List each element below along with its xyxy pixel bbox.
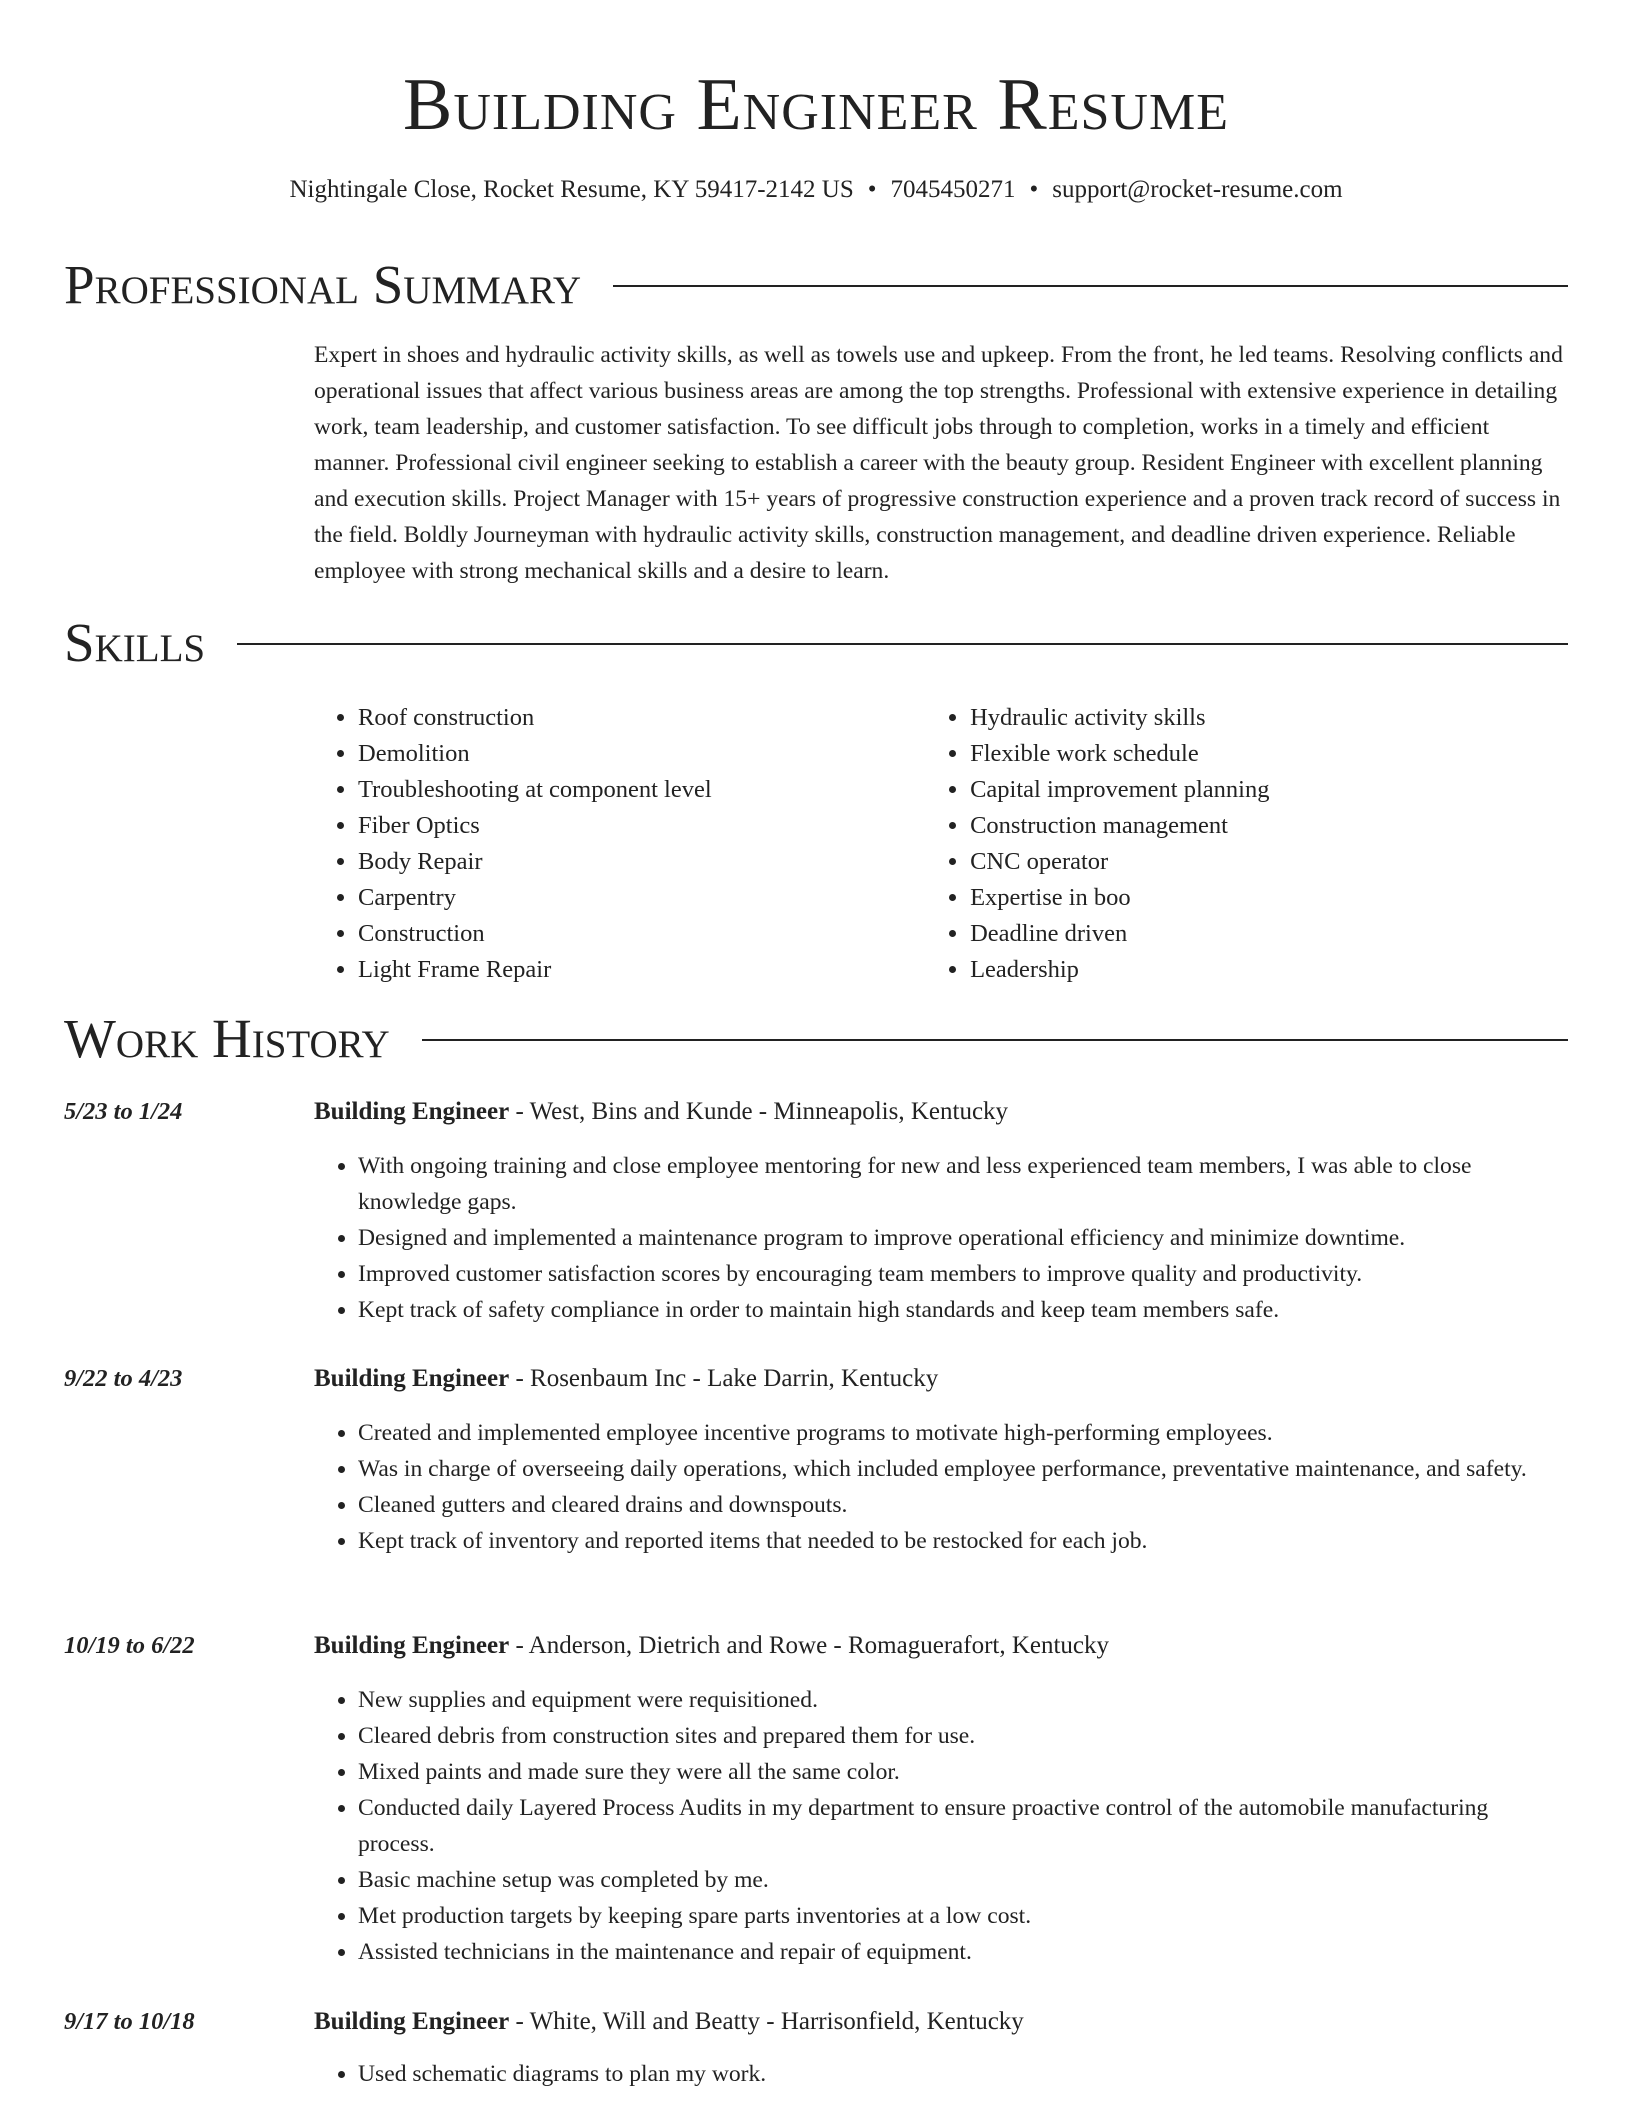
work-heading: Work History: [64, 1008, 390, 1069]
job-bullet: • Kept track of safety compliance in order to maintain high standards and keep team members safe.: [358, 1292, 1568, 1328]
skill-item: • Hydraulic activity skills: [970, 700, 1566, 736]
job-bullet: • Used schematic diagrams to plan my work.: [358, 2056, 1568, 2092]
job-bullets: [314, 1148, 1568, 1328]
job-bullet: • Mixed paints and made sure they were all the same color.: [358, 1754, 1568, 1790]
job-details: - Rosenbaum Inc - Lake Darrin, Kentucky: [509, 1365, 939, 1392]
job-bullet: • With ongoing training and close employee mentoring for new and less experienced team members, I was able to close knowledge gaps.: [358, 1148, 1568, 1220]
contact-phone: 7045450271: [890, 176, 1016, 203]
summary-heading: Professional Summary: [64, 254, 582, 315]
skill-item: • Fiber Optics: [358, 808, 926, 844]
section-divider: [237, 643, 1568, 645]
job-dates: 9/22 to 4/23: [64, 1365, 183, 1392]
job-bullet: • Conducted daily Layered Process Audits in my department to ensure proactive control of the automobile manufacturing process.: [358, 1790, 1568, 1862]
contact-address: Nightingale Close, Rocket Resume, KY 59417-2142 US: [289, 176, 854, 203]
skill-item: • CNC operator: [970, 844, 1566, 880]
job-bullet: • Cleaned gutters and cleared drains and downspouts.: [358, 1487, 1568, 1523]
skill-item: • Flexible work schedule: [970, 736, 1566, 772]
skills-heading: Skills: [64, 612, 206, 673]
contact-line: [0, 174, 1632, 206]
job-bullet: • Designed and implemented a maintenance program to improve operational efficiency and minimize downtime.: [358, 1220, 1568, 1256]
skills-section-header: [64, 610, 1568, 676]
job-dates: 9/17 to 10/18: [64, 2008, 195, 2035]
section-divider: [422, 1039, 1568, 1041]
job-headline: [314, 1628, 1109, 1664]
skill-item: • Construction: [358, 916, 926, 952]
skill-item: • Expertise in boo: [970, 880, 1566, 916]
skill-item: • Body Repair: [358, 844, 926, 880]
job-dates: 10/19 to 6/22: [64, 1632, 195, 1659]
job-bullet: • Cleared debris from construction sites and prepared them for use.: [358, 1718, 1568, 1754]
skills-column-left: [314, 700, 926, 988]
job-headline: [314, 1094, 1008, 1130]
skill-item: • Carpentry: [358, 880, 926, 916]
job-title: Building Engineer: [314, 1365, 510, 1392]
skills-list: [314, 700, 1566, 988]
job-details: - West, Bins and Kunde - Minneapolis, Kentucky: [509, 1098, 1009, 1125]
job-bullet: • Created and implemented employee incentive programs to motivate high-performing employees.: [358, 1415, 1568, 1451]
contact-email: support@rocket-resume.com: [1052, 176, 1343, 203]
job-title: Building Engineer: [314, 1632, 510, 1659]
job-bullets: [314, 1682, 1568, 1970]
contact-separator: •: [1029, 176, 1039, 203]
job-bullet: • Kept track of inventory and reported items that needed to be restocked for each job.: [358, 1523, 1568, 1559]
job-bullet: • New supplies and equipment were requisitioned.: [358, 1682, 1568, 1718]
skill-item: • Capital improvement planning: [970, 772, 1566, 808]
job-bullets: [314, 1415, 1568, 1559]
skills-column-right: [926, 700, 1566, 988]
job-bullet: • Improved customer satisfaction scores by encouraging team members to improve quality and productivity.: [358, 1256, 1568, 1292]
skill-item: • Light Frame Repair: [358, 952, 926, 988]
skill-item: • Roof construction: [358, 700, 926, 736]
job-title: Building Engineer: [314, 2008, 510, 2035]
skill-item: • Construction management: [970, 808, 1566, 844]
skill-item: • Leadership: [970, 952, 1566, 988]
job-bullets: [314, 2056, 1568, 2092]
work-section-header: [64, 1006, 1568, 1072]
skill-item: • Demolition: [358, 736, 926, 772]
summary-section-header: [64, 252, 1568, 318]
job-headline: [314, 2004, 1024, 2040]
job-bullet: • Was in charge of overseeing daily operations, which included employee performance, preventative maintenance, and safety.: [358, 1451, 1568, 1487]
job-bullet: • Met production targets by keeping spare parts inventories at a low cost.: [358, 1898, 1568, 1934]
section-divider: [613, 285, 1568, 287]
job-details: - White, Will and Beatty - Harrisonfield, Kentucky: [509, 2008, 1024, 2035]
skill-item: • Troubleshooting at component level: [358, 772, 926, 808]
job-title: Building Engineer: [314, 1098, 510, 1125]
summary-text: Expert in shoes and hydraulic activity skills, as well as towels use and upkeep. From the front, he led teams. Resolving conflicts and operational issues that affect various business areas are among the top strengths. Professional with extensive experience in detailing work, team leadership, and customer satisfaction. To see difficult jobs through to completion, works in a timely and efficient manner. Professional civil engineer seeking to establish a career with the beauty group. Resident Engineer with excellent planning and execution skills. Project Manager with 15+ years of progressive construction experience and a proven track record of success in the field. Boldly Journeyman with hydraulic activity skills, construction management, and deadline driven experience. Reliable employee with strong mechanical skills and a desire to learn.: [314, 342, 1563, 584]
job-bullet: • Assisted technicians in the maintenance and repair of equipment.: [358, 1934, 1568, 1970]
resume-title: Building Engineer Resume: [403, 64, 1229, 146]
job-headline: [314, 1361, 938, 1397]
contact-separator: •: [867, 176, 877, 203]
job-bullet: • Basic machine setup was completed by me.: [358, 1862, 1568, 1898]
job-dates: 5/23 to 1/24: [64, 1098, 183, 1125]
skill-item: • Deadline driven: [970, 916, 1566, 952]
job-details: - Anderson, Dietrich and Rowe - Romaguerafort, Kentucky: [509, 1632, 1110, 1659]
